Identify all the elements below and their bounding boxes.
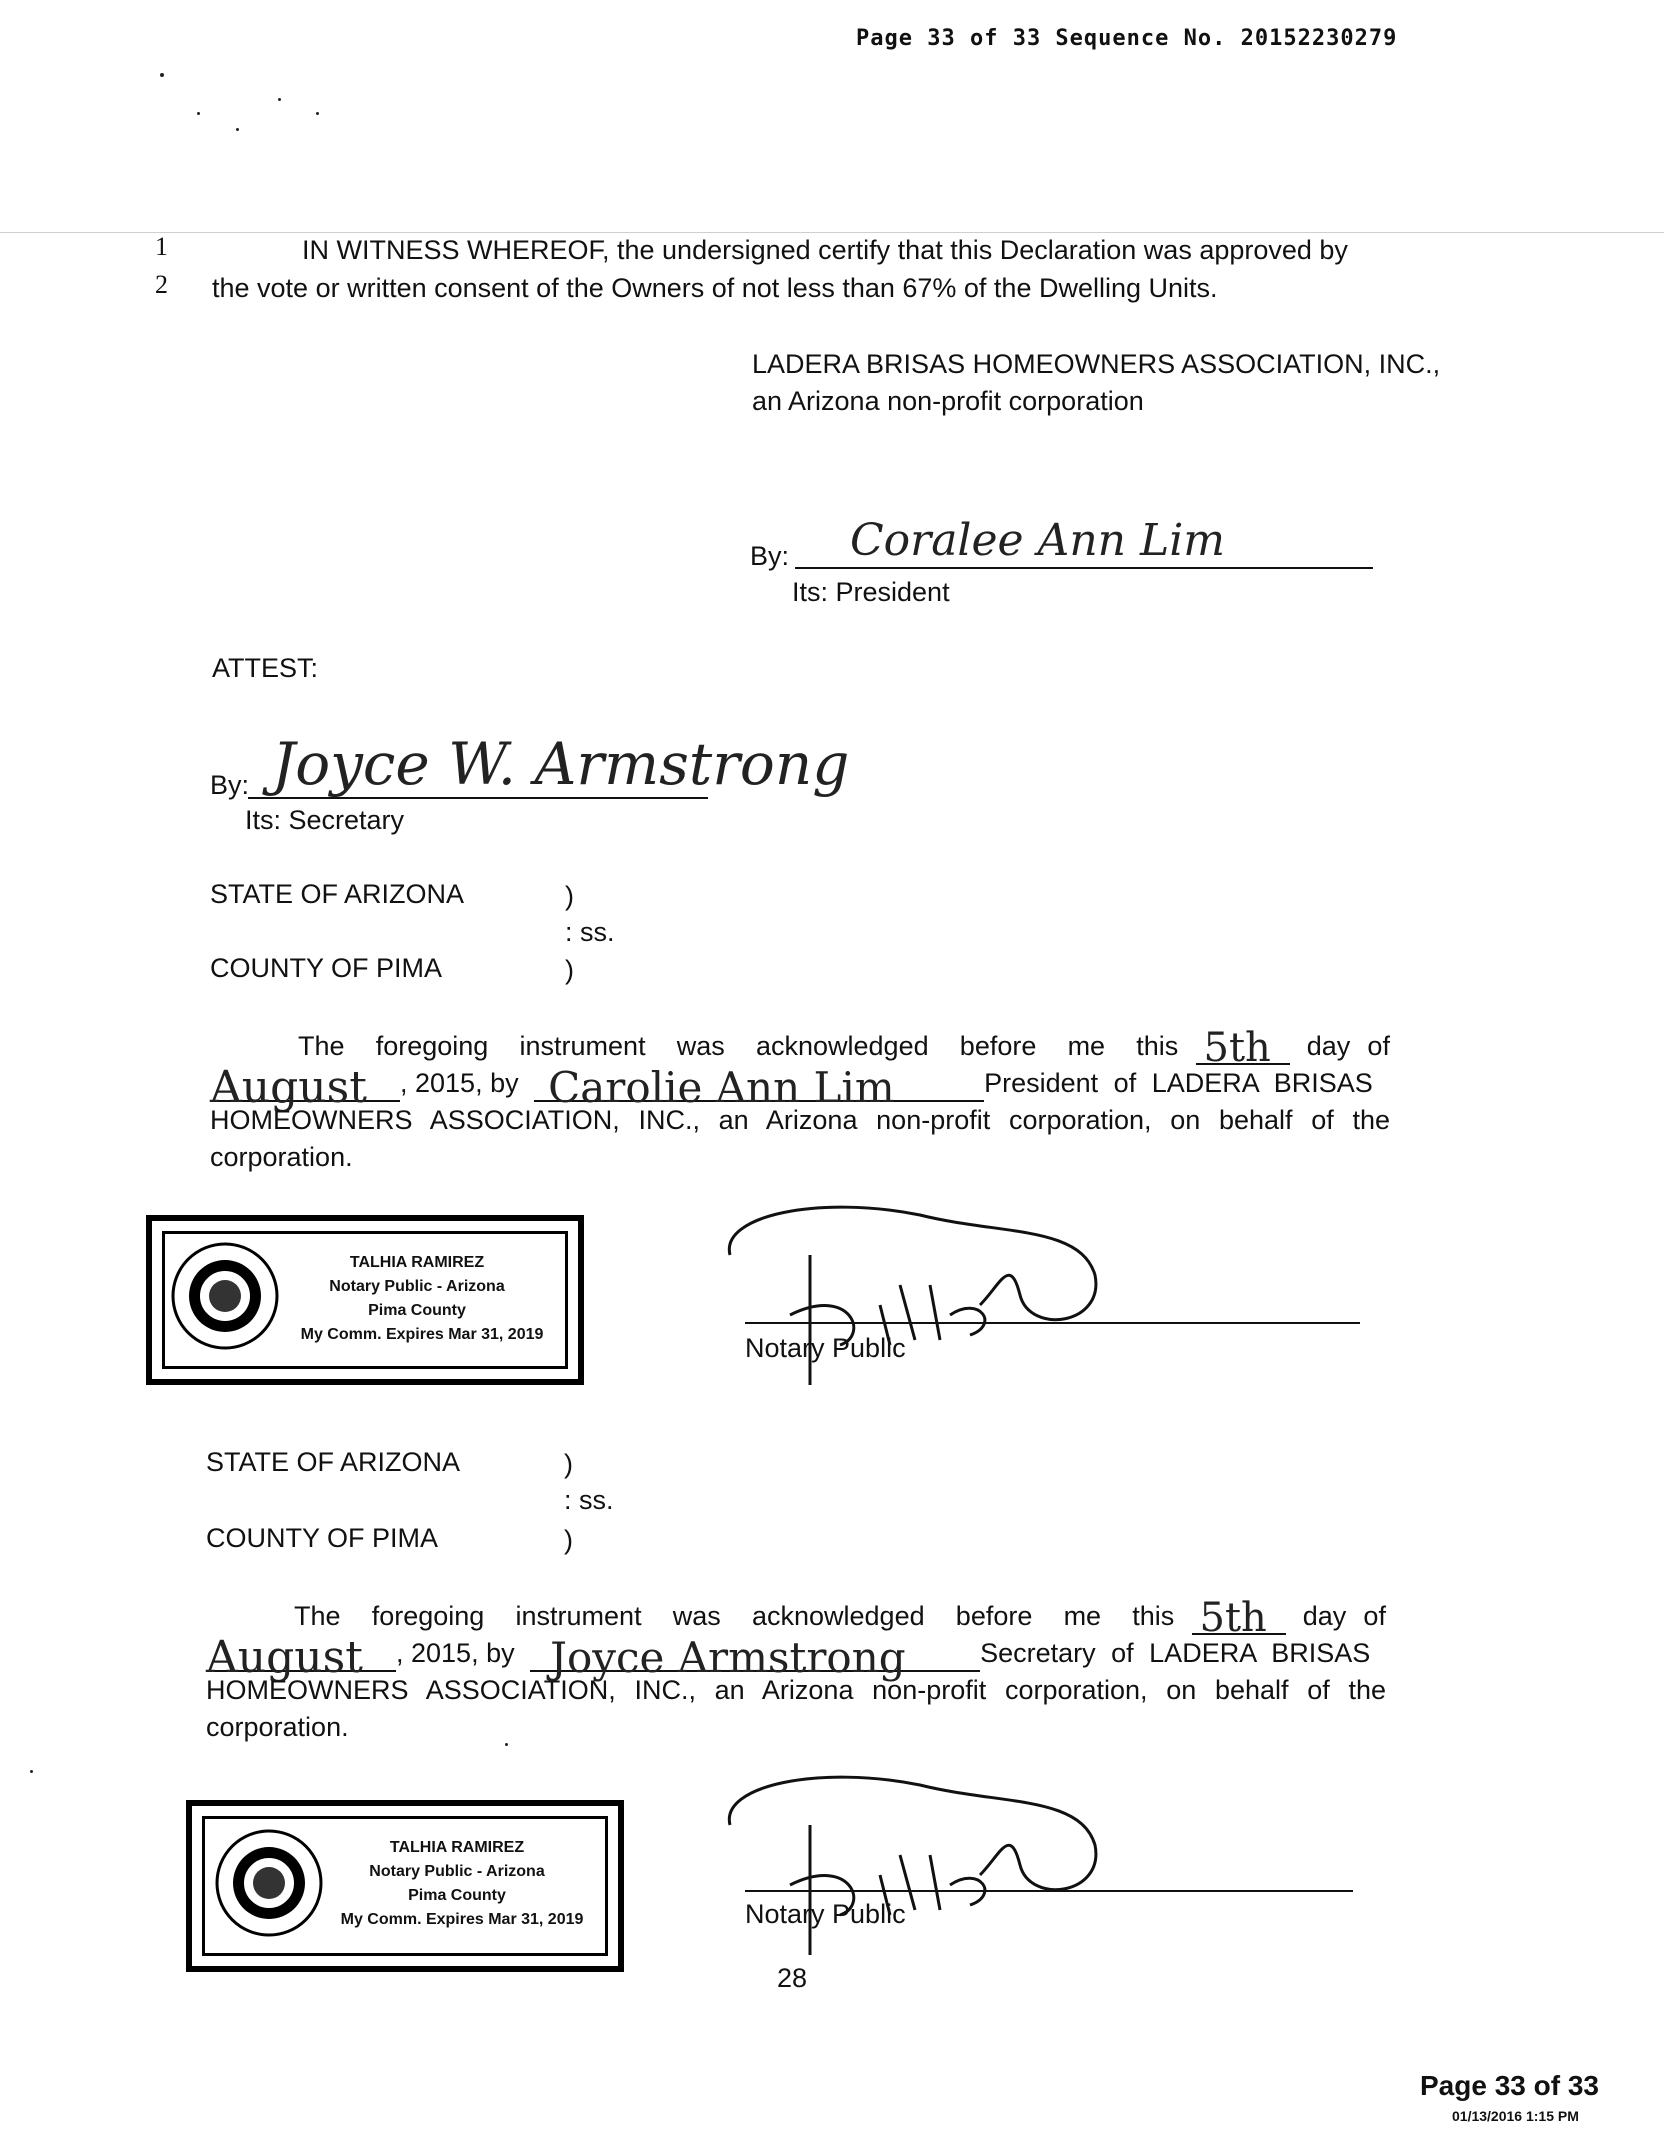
ack-line-1 <box>206 1595 1386 1641</box>
venue-paren: ) <box>564 1525 573 1555</box>
notary-stamp <box>186 1800 624 1972</box>
ack-month: August <box>206 1632 363 1683</box>
attest-signature: Joyce W. Armstrong <box>272 730 850 798</box>
line-number: 1 <box>155 232 168 261</box>
ack-day-of: day of <box>1306 1031 1390 1061</box>
notary-label: Notary Public <box>745 1899 906 1929</box>
ack-line-2 <box>206 1632 1386 1683</box>
witness-line-1: IN WITNESS WHEREOF, the undersigned certify that this Declaration was approved by <box>302 235 1348 265</box>
line-number: 2 <box>155 270 168 299</box>
ack-intro: The foregoing instrument was acknowledged before me this <box>294 1601 1175 1631</box>
scan-speck <box>316 112 319 115</box>
ack-day-blank <box>1192 1595 1286 1641</box>
venue-paren: ) <box>565 955 574 985</box>
stamp-expiry: My Comm. Expires Mar 31, 2019 <box>340 1911 584 1928</box>
scan-speck <box>160 73 164 77</box>
stamp-county: Pima County <box>408 1887 506 1904</box>
scan-speck <box>197 112 200 115</box>
ack-person: Carolie Ann Lim <box>548 1063 895 1112</box>
footer-timestamp: 01/13/2016 1:15 PM <box>1452 2108 1579 2124</box>
ack-title: President of LADERA BRISAS <box>984 1068 1373 1098</box>
venue-ss: : ss. <box>564 1485 614 1515</box>
sequence-header: Page 33 of 33 Sequence No. 20152230279 <box>856 26 1398 51</box>
president-signature: Coralee Ann Lim <box>850 515 1226 566</box>
scan-speck <box>30 1770 33 1773</box>
stamp-title: Notary Public - Arizona <box>369 1863 545 1880</box>
president-signature-line <box>795 567 1373 569</box>
notary-stamp <box>146 1215 584 1385</box>
scan-speck <box>505 1743 508 1746</box>
page-number: 28 <box>777 1963 808 1993</box>
scan-speck <box>236 128 239 131</box>
attest-label: ATTEST: <box>212 653 319 683</box>
president-title: Its: President <box>792 577 950 607</box>
venue-paren: ) <box>565 881 574 911</box>
ack-year-by: , 2015, by <box>396 1638 515 1668</box>
ack-intro: The foregoing instrument was acknowledged before me this <box>298 1031 1179 1061</box>
witness-line-2: the vote or written consent of the Owners of not less than 67% of the Dwelling Units. <box>212 273 1218 303</box>
arizona-seal-icon <box>170 1241 280 1351</box>
ack-day-blank <box>1196 1025 1290 1071</box>
stamp-expiry: My Comm. Expires Mar 31, 2019 <box>300 1326 544 1343</box>
ack-person-blank <box>530 1633 980 1682</box>
scan-speck <box>278 98 281 101</box>
ack-line-4: corporation. <box>206 1712 349 1742</box>
attest-title: Its: Secretary <box>245 805 405 835</box>
ack-day: 5th <box>1199 1595 1267 1641</box>
president-by-label: By: <box>750 541 790 571</box>
stamp-title: Notary Public - Arizona <box>329 1278 505 1295</box>
attest-by-label: By: <box>210 770 250 800</box>
ack-year-by: , 2015, by <box>400 1068 519 1098</box>
ack-month: August <box>210 1062 367 1113</box>
notary-label: Notary Public <box>745 1333 906 1363</box>
venue-county: COUNTY OF PIMA <box>210 953 443 983</box>
arizona-seal-icon <box>214 1828 324 1938</box>
association-name: LADERA BRISAS HOMEOWNERS ASSOCIATION, INC., <box>752 349 1441 379</box>
venue-ss: : ss. <box>565 917 615 947</box>
ack-day: 5th <box>1203 1025 1271 1071</box>
ack-line-1 <box>210 1025 1390 1071</box>
ack-line-2 <box>210 1062 1390 1113</box>
stamp-county: Pima County <box>368 1302 466 1319</box>
ack-line-3: HOMEOWNERS ASSOCIATION, INC., an Arizona non-profit corporation, on behalf of the <box>206 1675 1386 1705</box>
ack-person-blank <box>534 1063 984 1112</box>
ack-line-3: HOMEOWNERS ASSOCIATION, INC., an Arizona non-profit corporation, on behalf of the <box>210 1105 1390 1135</box>
venue-county: COUNTY OF PIMA <box>206 1523 439 1553</box>
stamp-name: TALHIA RAMIREZ <box>389 1839 525 1856</box>
association-type: an Arizona non-profit corporation <box>752 386 1144 416</box>
stamp-name: TALHIA RAMIREZ <box>349 1254 485 1271</box>
venue-paren: ) <box>564 1449 573 1479</box>
ack-day-of: day of <box>1302 1601 1386 1631</box>
ack-month-blank <box>210 1062 400 1113</box>
ack-line-4: corporation. <box>210 1142 353 1172</box>
ack-person: Joyce Armstrong <box>550 1633 906 1682</box>
ack-title: Secretary of LADERA BRISAS <box>980 1638 1371 1668</box>
footer-page: Page 33 of 33 <box>1420 2070 1599 2101</box>
venue-state: STATE OF ARIZONA <box>206 1447 461 1477</box>
venue-state: STATE OF ARIZONA <box>210 879 465 909</box>
ack-month-blank <box>206 1632 396 1683</box>
